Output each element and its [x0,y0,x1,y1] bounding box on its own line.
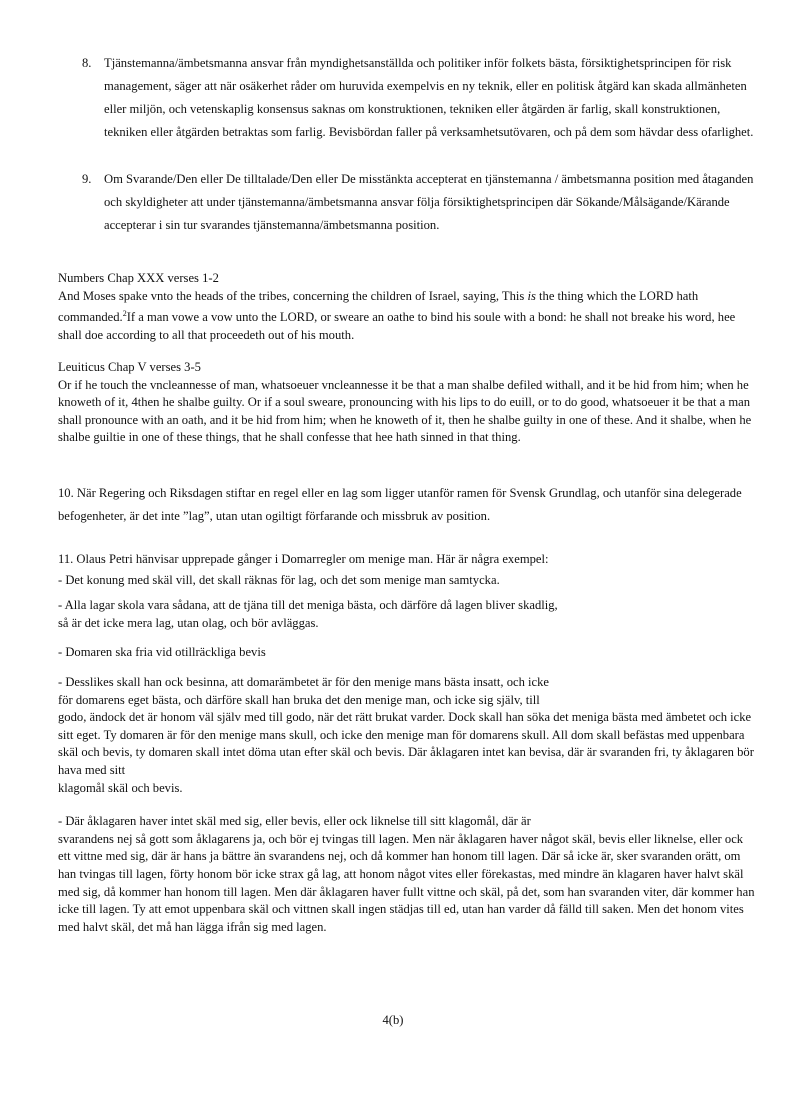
quote-5-line-1: - Där åklagaren haver intet skäl med sig, eller bevis, eller ock liknelse till sitt klagomål, där är [58,814,531,829]
list-number: 9. [82,172,92,186]
numbers-text: And Moses spake vnto the heads of the tribes, concerning the children of Israel, saying, This is the thing which the LORD hath commanded.$^2$If a man vowe a vow unto the LORD, or sweare an oathe to bind his soule with a bond: he shall not breake his word, hee shall doe according to all that proceedeth out of his mouth. [58,288,736,342]
paragraph-11-intro: 11. Olaus Petri hänvisar upprepade gånger i Domarregler om menige man. Här är några exempel: [58,552,549,566]
list-item-8 [82,52,758,144]
quote-3: - Domaren ska fria vid otillräckliga bevis [58,645,266,660]
list-item-text: Om Svarande/Den eller De tilltalade/Den eller De misstänkta accepterat en tjänstemanna / ämbetsmanna position med åtaganden och skyldigheter att under tjänstemanna/ämbetsmanna ansvar följa försiktighetsprincipen där Sökande/Målsägande/Kärande accepterar i sin tur svarandes tjänstemanna/ämbetsmanna position. [104,172,754,232]
page-number: 4(b) [382,1013,404,1027]
leviticus-quote [58,359,758,447]
quote-2-line-1: - Alla lagar skola vara sådana, att de tjäna till det meniga bästa, och därföre då lagen bliver skadlig, [58,598,558,613]
numbers-heading: Numbers Chap XXX verses 1-2 [58,271,219,285]
paragraph-11 [58,551,758,936]
leviticus-text: Or if he touch the vncleannesse of man, whatsoeuer vncleannesse it be that a man shalbe defiled withall, and it be hid from him; when he knoweth of it, 4then he shalbe guilty. Or if a soul sweare, pronouncing with his lips to do euill, or to do good, whatsoeuer it be that a man shall pronounce with an oath, and it be hid from him; when he knoweth of it, then he shalbe guilty in one of these. And it shalbe, when he shalbe guiltie in one of these things, that he shall confesse that hee hath sinned in that thing. [58,377,752,445]
quote-4-line-4: klagomål skäl och bevis. [58,780,183,795]
list-item-text: Tjänstemanna/ämbetsmanna ansvar från myndighetsanställda och politiker inför folkets bästa, försiktighetsprincipen för risk management, säger att när osäkerhet råder om huruvida exempelvis en ny teknik, eller en politisk åtgärd kan skada allmänheten eller miljön, och vetenskaplig konsensus saknas om konstruktionen, tekniken eller åtgärden är farlig, skall konstruktionen, tekniken eller åtgärden betraktas som farlig. Bevisbördan faller på verksamhetsutövaren, och på dem som hävdar dess ofarlighet. [104,56,754,139]
list-item-9 [82,168,758,237]
list-number: 8. [82,56,92,70]
quote-4-line-1: - Desslikes skall han ock besinna, att domarämbetet är för den menige mans bästa insatt, och icke [58,674,550,689]
quote-5-line-2: svarandens nej så gott som åklagarens ja, och bör ej tvingas till lagen. Men när åklagaren haver något skäl, bevis eller liknelse, eller ock ett vittne med sig, där är hans ja bättre än svarandens nej, och då kommer han honom till lagen. Där så icke är, sker svaranden orätt, om han tvingas till lagen, förty honom bör icke strax gå lag, att honom något vites eller förekastas, med mindre än klagaren haver halvt skäl med sig, då kommer han honom till lagen. Men där åklagaren haver fullt vittne och skäl, på det, som han svaranden viter, där kommer han icke till lagen. Ty att emot uppenbara skäl och vittnen skall ingen städjas till ed, utan han varder då fälld till saken. Men det honom vites med halvt skäl, det må han lägga ifrån sig med lagen. [58,831,755,934]
quote-2-line-2: så är det icke mera lag, utan olag, och bör avläggas. [58,615,319,630]
paragraph-10: 10. När Regering och Riksdagen stiftar en regel eller en lag som ligger utanför ramen för Svensk Grundlag, och utanför sina delegerade befogenheter, är det inte ”lag”, utan utan ogiltigt förfarande och missbruk av position. [58,486,742,523]
quote-4-line-3: godo, ändock det är honom väl själv med till godo, när det rätt brukat varder. Dock skall han söka det meniga bästa med ämbetet och icke sitt eget. Ty domaren är för den menige mans skull, och icke den menige man för domarens skull. All dom skall befästas med uppenbara skäl och bevis, ty domaren skall intet döma utan efter skäl och bevis. Där åklagaren intet kan bevisa, där är svaranden fri, ty åklagaren bör hava med sitt [58,710,754,777]
leviticus-heading: Leuiticus Chap V verses 3-5 [58,360,201,374]
quote-4-line-2: för domarens eget bästa, och därföre skall han bruka det den menige man, och icke sig själv, till [58,692,540,707]
quote-1: - Det konung med skäl vill, det skall räknas för lag, och det som menige man samtycka. [58,572,500,587]
numbers-quote [58,270,758,345]
